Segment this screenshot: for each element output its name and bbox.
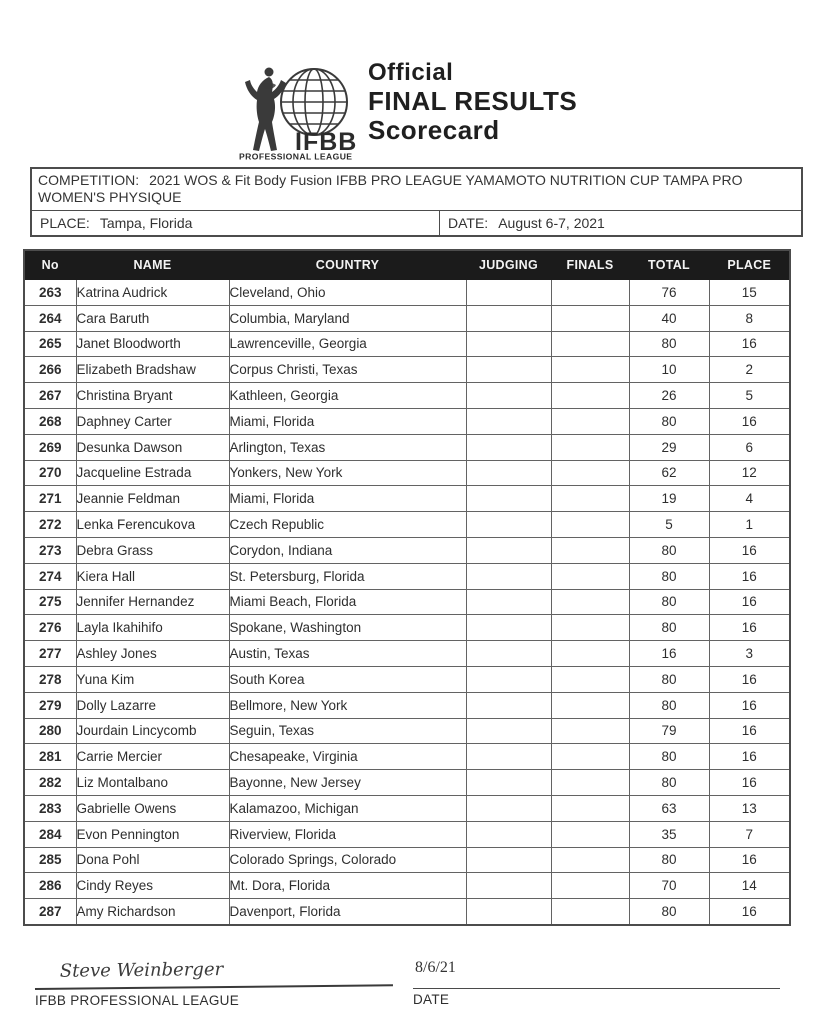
table-row: [24, 460, 790, 486]
cell-competitor-no: 273: [24, 537, 76, 563]
cell-competitor-no: 263: [24, 280, 76, 306]
cell-total: 79: [629, 718, 709, 744]
cell-judging: [466, 357, 551, 383]
cell-place: 16: [709, 331, 790, 357]
cell-total: 80: [629, 692, 709, 718]
cell-total: 80: [629, 615, 709, 641]
cell-judging: [466, 615, 551, 641]
cell-place: 16: [709, 537, 790, 563]
cell-country: St. Petersburg, Florida: [229, 563, 466, 589]
cell-total: 29: [629, 434, 709, 460]
cell-judging: [466, 847, 551, 873]
cell-judging: [466, 305, 551, 331]
cell-competitor-no: 283: [24, 795, 76, 821]
competition-row: [32, 169, 801, 211]
cell-country: Bellmore, New York: [229, 692, 466, 718]
cell-judging: [466, 641, 551, 667]
signature: Steve Weinberger: [35, 957, 393, 990]
cell-country: Chesapeake, Virginia: [229, 744, 466, 770]
cell-country: Mt. Dora, Florida: [229, 873, 466, 899]
competition-value: 2021 WOS & Fit Body Fusion IFBB PRO LEAGUE YAMAMOTO NUTRITION CUP TAMPA PRO WOMEN'S PHYSIQUE: [38, 172, 743, 205]
table-row: [24, 434, 790, 460]
cell-finals: [551, 383, 629, 409]
table-row: [24, 537, 790, 563]
cell-total: 26: [629, 383, 709, 409]
cell-finals: [551, 795, 629, 821]
results-table: [23, 249, 791, 926]
cell-country: Austin, Texas: [229, 641, 466, 667]
cell-country: Riverview, Florida: [229, 821, 466, 847]
col-header-country: COUNTRY: [229, 250, 466, 280]
cell-judging: [466, 821, 551, 847]
cell-country: Miami Beach, Florida: [229, 589, 466, 615]
cell-total: 80: [629, 666, 709, 692]
table-row: [24, 357, 790, 383]
competition-label: COMPETITION:: [38, 172, 140, 188]
cell-place: 1: [709, 512, 790, 538]
cell-competitor-no: 276: [24, 615, 76, 641]
cell-competitor-no: 284: [24, 821, 76, 847]
cell-competitor-no: 265: [24, 331, 76, 357]
logo-ifbb-text: IFBB: [295, 128, 358, 156]
cell-place: 16: [709, 744, 790, 770]
cell-place: 3: [709, 641, 790, 667]
ifbb-professional-league-logo: [238, 60, 366, 160]
cell-total: 5: [629, 512, 709, 538]
table-row: [24, 666, 790, 692]
table-row: [24, 280, 790, 306]
cell-name: Ashley Jones: [76, 641, 229, 667]
cell-name: Carrie Mercier: [76, 744, 229, 770]
logo-league-text: PROFESSIONAL LEAGUE: [239, 151, 353, 160]
cell-name: Desunka Dawson: [76, 434, 229, 460]
cell-place: 16: [709, 615, 790, 641]
cell-competitor-no: 285: [24, 847, 76, 873]
cell-finals: [551, 692, 629, 718]
cell-total: 76: [629, 280, 709, 306]
place-cell: [32, 211, 440, 235]
cell-name: Lenka Ferencukova: [76, 512, 229, 538]
cell-name: Cindy Reyes: [76, 873, 229, 899]
cell-competitor-no: 275: [24, 589, 76, 615]
cell-finals: [551, 718, 629, 744]
cell-country: Lawrenceville, Georgia: [229, 331, 466, 357]
cell-total: 80: [629, 408, 709, 434]
cell-finals: [551, 460, 629, 486]
cell-competitor-no: 277: [24, 641, 76, 667]
cell-name: Layla Ikahihifo: [76, 615, 229, 641]
cell-country: Miami, Florida: [229, 408, 466, 434]
cell-place: 16: [709, 770, 790, 796]
cell-name: Evon Pennington: [76, 821, 229, 847]
cell-competitor-no: 269: [24, 434, 76, 460]
table-row: [24, 383, 790, 409]
cell-country: Kalamazoo, Michigan: [229, 795, 466, 821]
cell-name: Gabrielle Owens: [76, 795, 229, 821]
cell-name: Jacqueline Estrada: [76, 460, 229, 486]
cell-judging: [466, 486, 551, 512]
cell-name: Cara Baruth: [76, 305, 229, 331]
cell-competitor-no: 267: [24, 383, 76, 409]
posing-figure-icon: [245, 68, 286, 152]
cell-finals: [551, 280, 629, 306]
results-table-header: [24, 250, 790, 280]
cell-country: Miami, Florida: [229, 486, 466, 512]
signature-block: [35, 961, 393, 1008]
cell-place: 5: [709, 383, 790, 409]
title-line-scorecard: Scorecard: [368, 115, 500, 145]
cell-place: 16: [709, 899, 790, 925]
cell-competitor-no: 274: [24, 563, 76, 589]
cell-judging: [466, 666, 551, 692]
cell-competitor-no: 281: [24, 744, 76, 770]
cell-judging: [466, 460, 551, 486]
cell-place: 16: [709, 563, 790, 589]
cell-total: 62: [629, 460, 709, 486]
cell-place: 15: [709, 280, 790, 306]
table-row: [24, 770, 790, 796]
cell-name: Jennifer Hernandez: [76, 589, 229, 615]
cell-place: 8: [709, 305, 790, 331]
cell-finals: [551, 899, 629, 925]
cell-judging: [466, 692, 551, 718]
cell-total: 70: [629, 873, 709, 899]
cell-total: 10: [629, 357, 709, 383]
table-row: [24, 641, 790, 667]
cell-judging: [466, 563, 551, 589]
cell-judging: [466, 331, 551, 357]
date-label: DATE:: [448, 215, 489, 231]
signed-date-block: [413, 959, 780, 1007]
table-row: [24, 512, 790, 538]
cell-total: 80: [629, 744, 709, 770]
col-header-name: NAME: [76, 250, 229, 280]
cell-place: 16: [709, 408, 790, 434]
title-line-final-results: FINAL RESULTS: [368, 86, 578, 116]
cell-place: 4: [709, 486, 790, 512]
table-row: [24, 486, 790, 512]
cell-country: Seguin, Texas: [229, 718, 466, 744]
col-header-total: TOTAL: [629, 250, 709, 280]
cell-judging: [466, 383, 551, 409]
cell-total: 80: [629, 537, 709, 563]
cell-judging: [466, 770, 551, 796]
signed-date-label: DATE: [413, 992, 450, 1007]
cell-finals: [551, 486, 629, 512]
cell-judging: [466, 434, 551, 460]
cell-judging: [466, 589, 551, 615]
cell-country: Spokane, Washington: [229, 615, 466, 641]
cell-country: Yonkers, New York: [229, 460, 466, 486]
cell-place: 7: [709, 821, 790, 847]
title-line-official: Official: [368, 59, 454, 86]
cell-finals: [551, 873, 629, 899]
signature-label: IFBB PROFESSIONAL LEAGUE: [35, 993, 240, 1008]
cell-competitor-no: 278: [24, 666, 76, 692]
cell-total: 35: [629, 821, 709, 847]
table-row: [24, 821, 790, 847]
date-cell: [440, 211, 801, 235]
cell-competitor-no: 271: [24, 486, 76, 512]
cell-country: Davenport, Florida: [229, 899, 466, 925]
cell-name: Dona Pohl: [76, 847, 229, 873]
cell-country: Colorado Springs, Colorado: [229, 847, 466, 873]
cell-country: Arlington, Texas: [229, 434, 466, 460]
cell-country: Bayonne, New Jersey: [229, 770, 466, 796]
competition-info-box: [30, 167, 803, 237]
cell-competitor-no: 266: [24, 357, 76, 383]
cell-finals: [551, 357, 629, 383]
cell-finals: [551, 512, 629, 538]
globe-icon: [281, 69, 347, 135]
table-row: [24, 744, 790, 770]
place-label: PLACE:: [40, 215, 90, 231]
col-header-finals: FINALS: [551, 250, 629, 280]
cell-finals: [551, 847, 629, 873]
cell-country: Cleveland, Ohio: [229, 280, 466, 306]
cell-finals: [551, 434, 629, 460]
col-header-judging: JUDGING: [466, 250, 551, 280]
cell-name: Daphney Carter: [76, 408, 229, 434]
col-header-place: PLACE: [709, 250, 790, 280]
col-header-no: No: [24, 250, 76, 280]
table-row: [24, 305, 790, 331]
cell-competitor-no: 287: [24, 899, 76, 925]
cell-name: Katrina Audrick: [76, 280, 229, 306]
date-value: August 6-7, 2021: [498, 215, 605, 231]
cell-name: Dolly Lazarre: [76, 692, 229, 718]
cell-total: 80: [629, 563, 709, 589]
cell-country: Corpus Christi, Texas: [229, 357, 466, 383]
table-row: [24, 873, 790, 899]
cell-total: 80: [629, 847, 709, 873]
cell-judging: [466, 744, 551, 770]
cell-finals: [551, 821, 629, 847]
cell-competitor-no: 268: [24, 408, 76, 434]
cell-total: 80: [629, 589, 709, 615]
cell-country: Kathleen, Georgia: [229, 383, 466, 409]
cell-competitor-no: 282: [24, 770, 76, 796]
cell-judging: [466, 718, 551, 744]
cell-place: 6: [709, 434, 790, 460]
cell-finals: [551, 641, 629, 667]
cell-total: 80: [629, 331, 709, 357]
cell-country: Corydon, Indiana: [229, 537, 466, 563]
cell-judging: [466, 537, 551, 563]
cell-total: 16: [629, 641, 709, 667]
table-row: [24, 795, 790, 821]
cell-country: South Korea: [229, 666, 466, 692]
cell-finals: [551, 305, 629, 331]
table-row: [24, 899, 790, 925]
cell-finals: [551, 408, 629, 434]
ifbb-logo-graphic: [238, 60, 366, 160]
cell-finals: [551, 744, 629, 770]
cell-country: Columbia, Maryland: [229, 305, 466, 331]
cell-finals: [551, 331, 629, 357]
cell-place: 12: [709, 460, 790, 486]
cell-name: Janet Bloodworth: [76, 331, 229, 357]
cell-competitor-no: 272: [24, 512, 76, 538]
cell-place: 16: [709, 589, 790, 615]
cell-finals: [551, 770, 629, 796]
cell-name: Yuna Kim: [76, 666, 229, 692]
cell-place: 16: [709, 692, 790, 718]
cell-judging: [466, 512, 551, 538]
cell-place: 14: [709, 873, 790, 899]
cell-competitor-no: 279: [24, 692, 76, 718]
table-row: [24, 331, 790, 357]
cell-judging: [466, 408, 551, 434]
cell-total: 19: [629, 486, 709, 512]
table-row: [24, 563, 790, 589]
cell-competitor-no: 280: [24, 718, 76, 744]
signed-date-value: 8/6/21: [413, 959, 780, 989]
cell-name: Amy Richardson: [76, 899, 229, 925]
cell-competitor-no: 264: [24, 305, 76, 331]
place-date-row: [32, 211, 801, 235]
cell-place: 16: [709, 666, 790, 692]
cell-finals: [551, 666, 629, 692]
place-value: Tampa, Florida: [99, 215, 193, 231]
cell-finals: [551, 615, 629, 641]
cell-finals: [551, 563, 629, 589]
document-title: [368, 58, 577, 145]
cell-place: 13: [709, 795, 790, 821]
table-row: [24, 692, 790, 718]
cell-name: Jourdain Lincycomb: [76, 718, 229, 744]
table-row: [24, 615, 790, 641]
cell-judging: [466, 795, 551, 821]
cell-name: Elizabeth Bradshaw: [76, 357, 229, 383]
cell-place: 2: [709, 357, 790, 383]
cell-finals: [551, 589, 629, 615]
cell-total: 80: [629, 770, 709, 796]
table-row: [24, 589, 790, 615]
cell-name: Kiera Hall: [76, 563, 229, 589]
cell-name: Debra Grass: [76, 537, 229, 563]
cell-country: Czech Republic: [229, 512, 466, 538]
cell-total: 80: [629, 899, 709, 925]
cell-total: 63: [629, 795, 709, 821]
cell-judging: [466, 280, 551, 306]
cell-name: Christina Bryant: [76, 383, 229, 409]
cell-judging: [466, 899, 551, 925]
cell-finals: [551, 537, 629, 563]
cell-competitor-no: 286: [24, 873, 76, 899]
cell-place: 16: [709, 847, 790, 873]
cell-place: 16: [709, 718, 790, 744]
cell-total: 40: [629, 305, 709, 331]
table-row: [24, 408, 790, 434]
cell-name: Liz Montalbano: [76, 770, 229, 796]
cell-name: Jeannie Feldman: [76, 486, 229, 512]
cell-judging: [466, 873, 551, 899]
cell-competitor-no: 270: [24, 460, 76, 486]
table-row: [24, 718, 790, 744]
table-row: [24, 847, 790, 873]
